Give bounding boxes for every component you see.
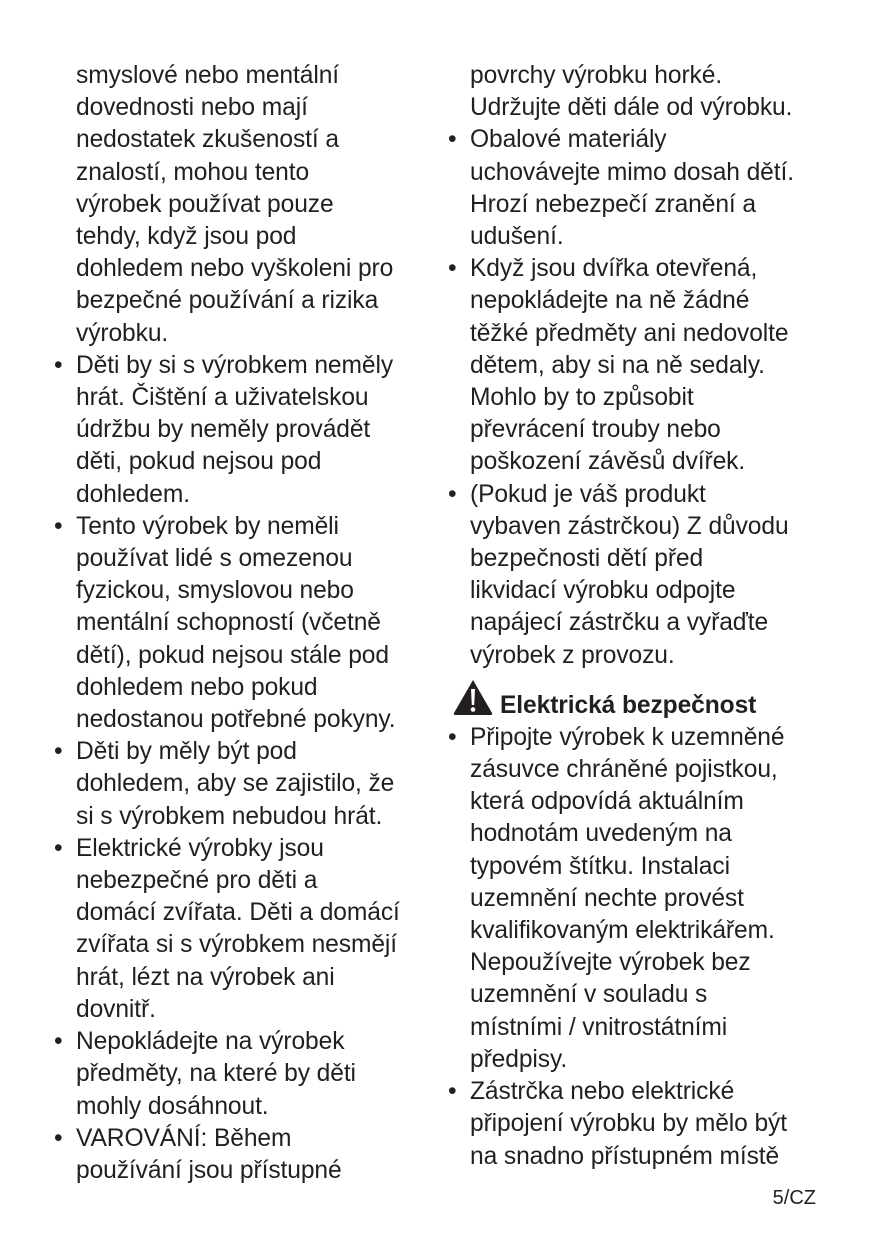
warning-list-item xyxy=(52,1123,437,1187)
bullet-icon: • xyxy=(448,1078,457,1106)
list-item-text: (Pokud je váš produkt vybaven zástrčkou) Z důvodu bezpečnosti dětí před likvidací výrobku odpojte napájecí zástrčku a vyřaďte výrobek z provozu. xyxy=(470,480,789,669)
bullet-icon: • xyxy=(448,480,457,508)
list-item-text: Když jsou dvířka otevřená, nepokládejte na ně žádné těžké předměty ani nedovolte dětem, aby si na ně sedaly. Mohlo by to způsobit převrácení trouby nebo poškození závěsů dvířek. xyxy=(470,255,789,476)
list-item-text: Děti by měly být pod dohledem, aby se zajistilo, že si s výrobkem nebudou hrát. xyxy=(76,738,395,830)
list-item xyxy=(52,1026,437,1123)
list-item-text: Zástrčka nebo elektrické připojení výrobku by mělo být na snadno přístupném místě xyxy=(470,1078,787,1170)
list-item xyxy=(446,1076,838,1173)
list-item xyxy=(52,511,437,736)
list-item-text: Elektrické výrobky jsou nebezpečné pro děti a domácí zvířata. Děti a domácí zvířata si s výrobkem nesmějí hrát, lézt na výrobek ani dovnitř. xyxy=(76,834,400,1023)
bullet-icon: • xyxy=(54,834,63,862)
list-item-text: Nepokládejte na výrobek předměty, na které by děti mohly dosáhnout. xyxy=(76,1028,356,1120)
list-item xyxy=(52,736,437,833)
list-item xyxy=(446,253,838,478)
list-item-text: Tento výrobek by neměli používat lidé s omezenou fyzickou, smyslovou nebo mentální schopností (včetně dětí), pokud nejsou stále pod dohledem nebo pokud nedostanou potřebné pokyny. xyxy=(76,512,396,734)
warning-triangle-icon xyxy=(452,678,494,716)
warning-label: VAROVÁNÍ: xyxy=(76,1124,208,1152)
bullet-icon: • xyxy=(448,255,457,283)
page-number: 5/CZ xyxy=(772,1187,816,1209)
bullet-icon: • xyxy=(54,512,63,540)
list-item-text: Děti by si s výrobkem neměly hrát. Čištění a uživatelskou údržbu by neměly provádět děti, pokud nejsou pod dohledem. xyxy=(76,351,394,508)
bullet-icon: • xyxy=(54,738,63,766)
list-item xyxy=(446,479,838,672)
list-item xyxy=(52,350,437,511)
section-heading xyxy=(446,690,838,722)
list-item-text: Připojte výrobek k uzemněné zásuvce chráněné pojistkou, která odpovídá aktuálním hodnotám uvedeným na typovém štítku. Instalaci uzemnění nechte provést kvalifikovaným elektrikářem. Nepoužívejte výrobek bez uzemnění v souladu s místními / vnitrostátními předpisy. xyxy=(470,723,785,1073)
bullet-icon: • xyxy=(448,126,457,154)
intro-paragraph: smyslové nebo mentální dovednosti nebo mají nedostatek zkušeností a znalostí, mohou tento výrobek používat pouze tehdy, když jsou pod dohledem nebo vyškoleni pro bezpečné používání a rizika výrobku. xyxy=(76,62,394,347)
list-item xyxy=(446,124,838,253)
bullet-icon: • xyxy=(54,351,63,379)
bullet-icon: • xyxy=(448,723,457,751)
left-column xyxy=(52,60,437,1187)
bullet-icon: • xyxy=(54,1124,63,1152)
list-item xyxy=(52,833,437,1026)
list-item-text: Obalové materiály uchovávejte mimo dosah dětí. Hrozí nebezpečí zranění a udušení. xyxy=(470,126,794,251)
warning-text: Během používání jsou přístupné xyxy=(76,1124,342,1184)
list-item xyxy=(446,722,838,1076)
section-heading-text: Elektrická bezpečnost xyxy=(500,691,757,719)
bullet-icon: • xyxy=(54,1028,63,1056)
right-column xyxy=(446,60,838,1173)
continuation-paragraph: povrchy výrobku horké. Udržujte děti dále od výrobku. xyxy=(470,62,793,122)
